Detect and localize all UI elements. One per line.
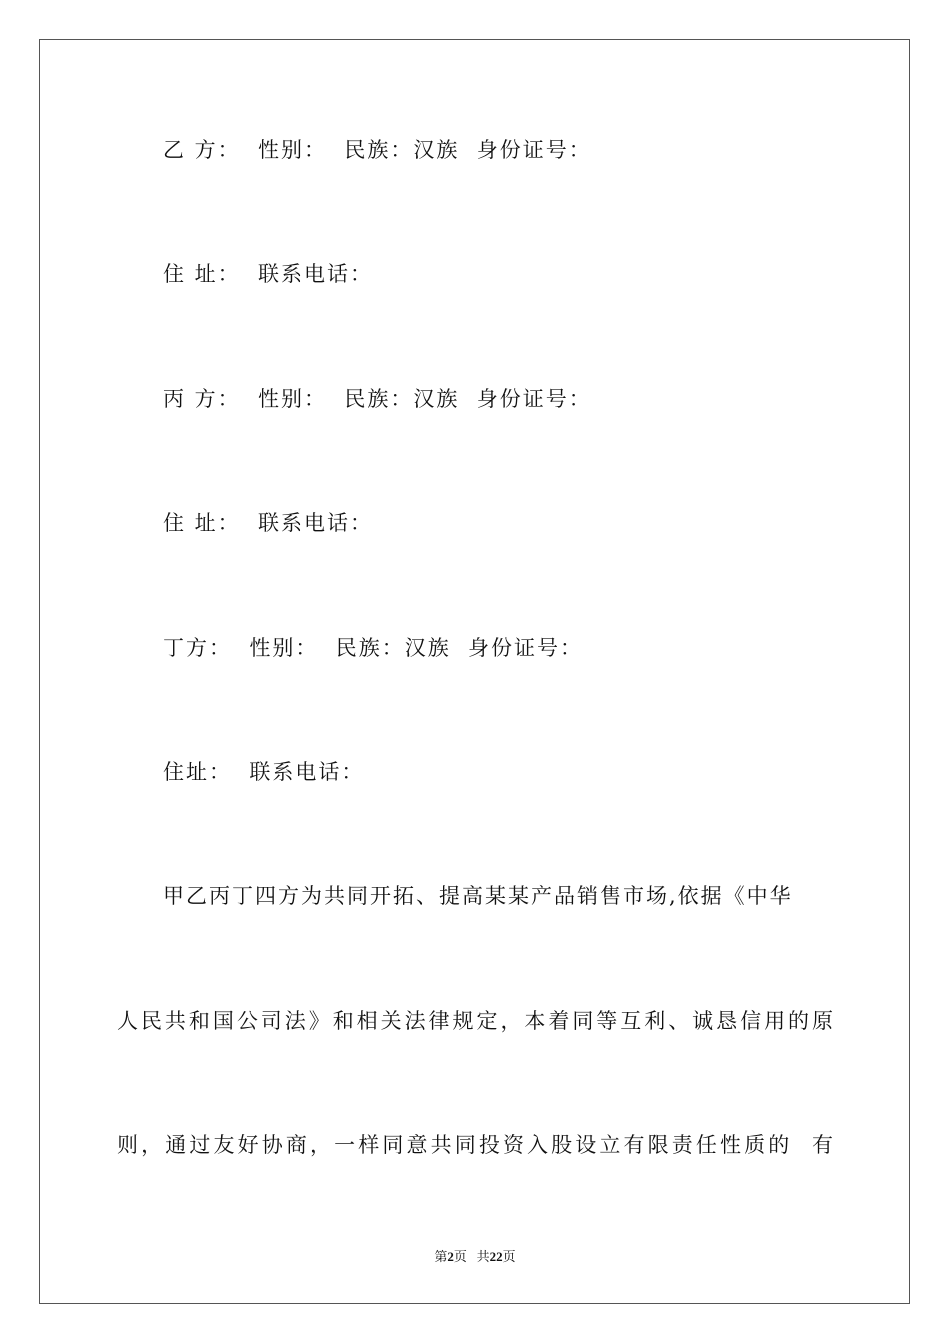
party-d-address: 住址： 联系电话：: [163, 760, 365, 784]
total-suffix: 页: [502, 1249, 516, 1264]
party-b-address: 住 址： 联系电话：: [163, 262, 374, 286]
paragraph-line-2: 人民共和国公司法》和相关法律规定，本着同等互利、诚恳信用的原: [117, 1009, 833, 1033]
page-suffix: 页: [453, 1249, 467, 1264]
page-footer: [0, 1246, 950, 1265]
party-c-info: 丙 方： 性别： 民族：汉族 身份证号：: [163, 387, 592, 411]
total-pages: 22: [489, 1249, 503, 1264]
total-prefix: 共: [476, 1249, 490, 1264]
paragraph-line-3: 则，通过友好协商，一样同意共同投资入股设立有限责任性质的 有: [117, 1133, 833, 1157]
party-b-info: 乙 方： 性别： 民族：汉族 身份证号：: [163, 138, 592, 162]
page-frame: [39, 39, 910, 1304]
paragraph-line-1: 甲乙丙丁四方为共同开拓、提高某某产品销售市场,依据《中华: [163, 884, 793, 908]
page-prefix: 第: [434, 1249, 448, 1264]
party-c-address: 住 址： 联系电话：: [163, 511, 374, 535]
party-d-info: 丁方： 性别： 民族：汉族 身份证号：: [163, 636, 584, 660]
page-number: 2: [447, 1249, 454, 1264]
